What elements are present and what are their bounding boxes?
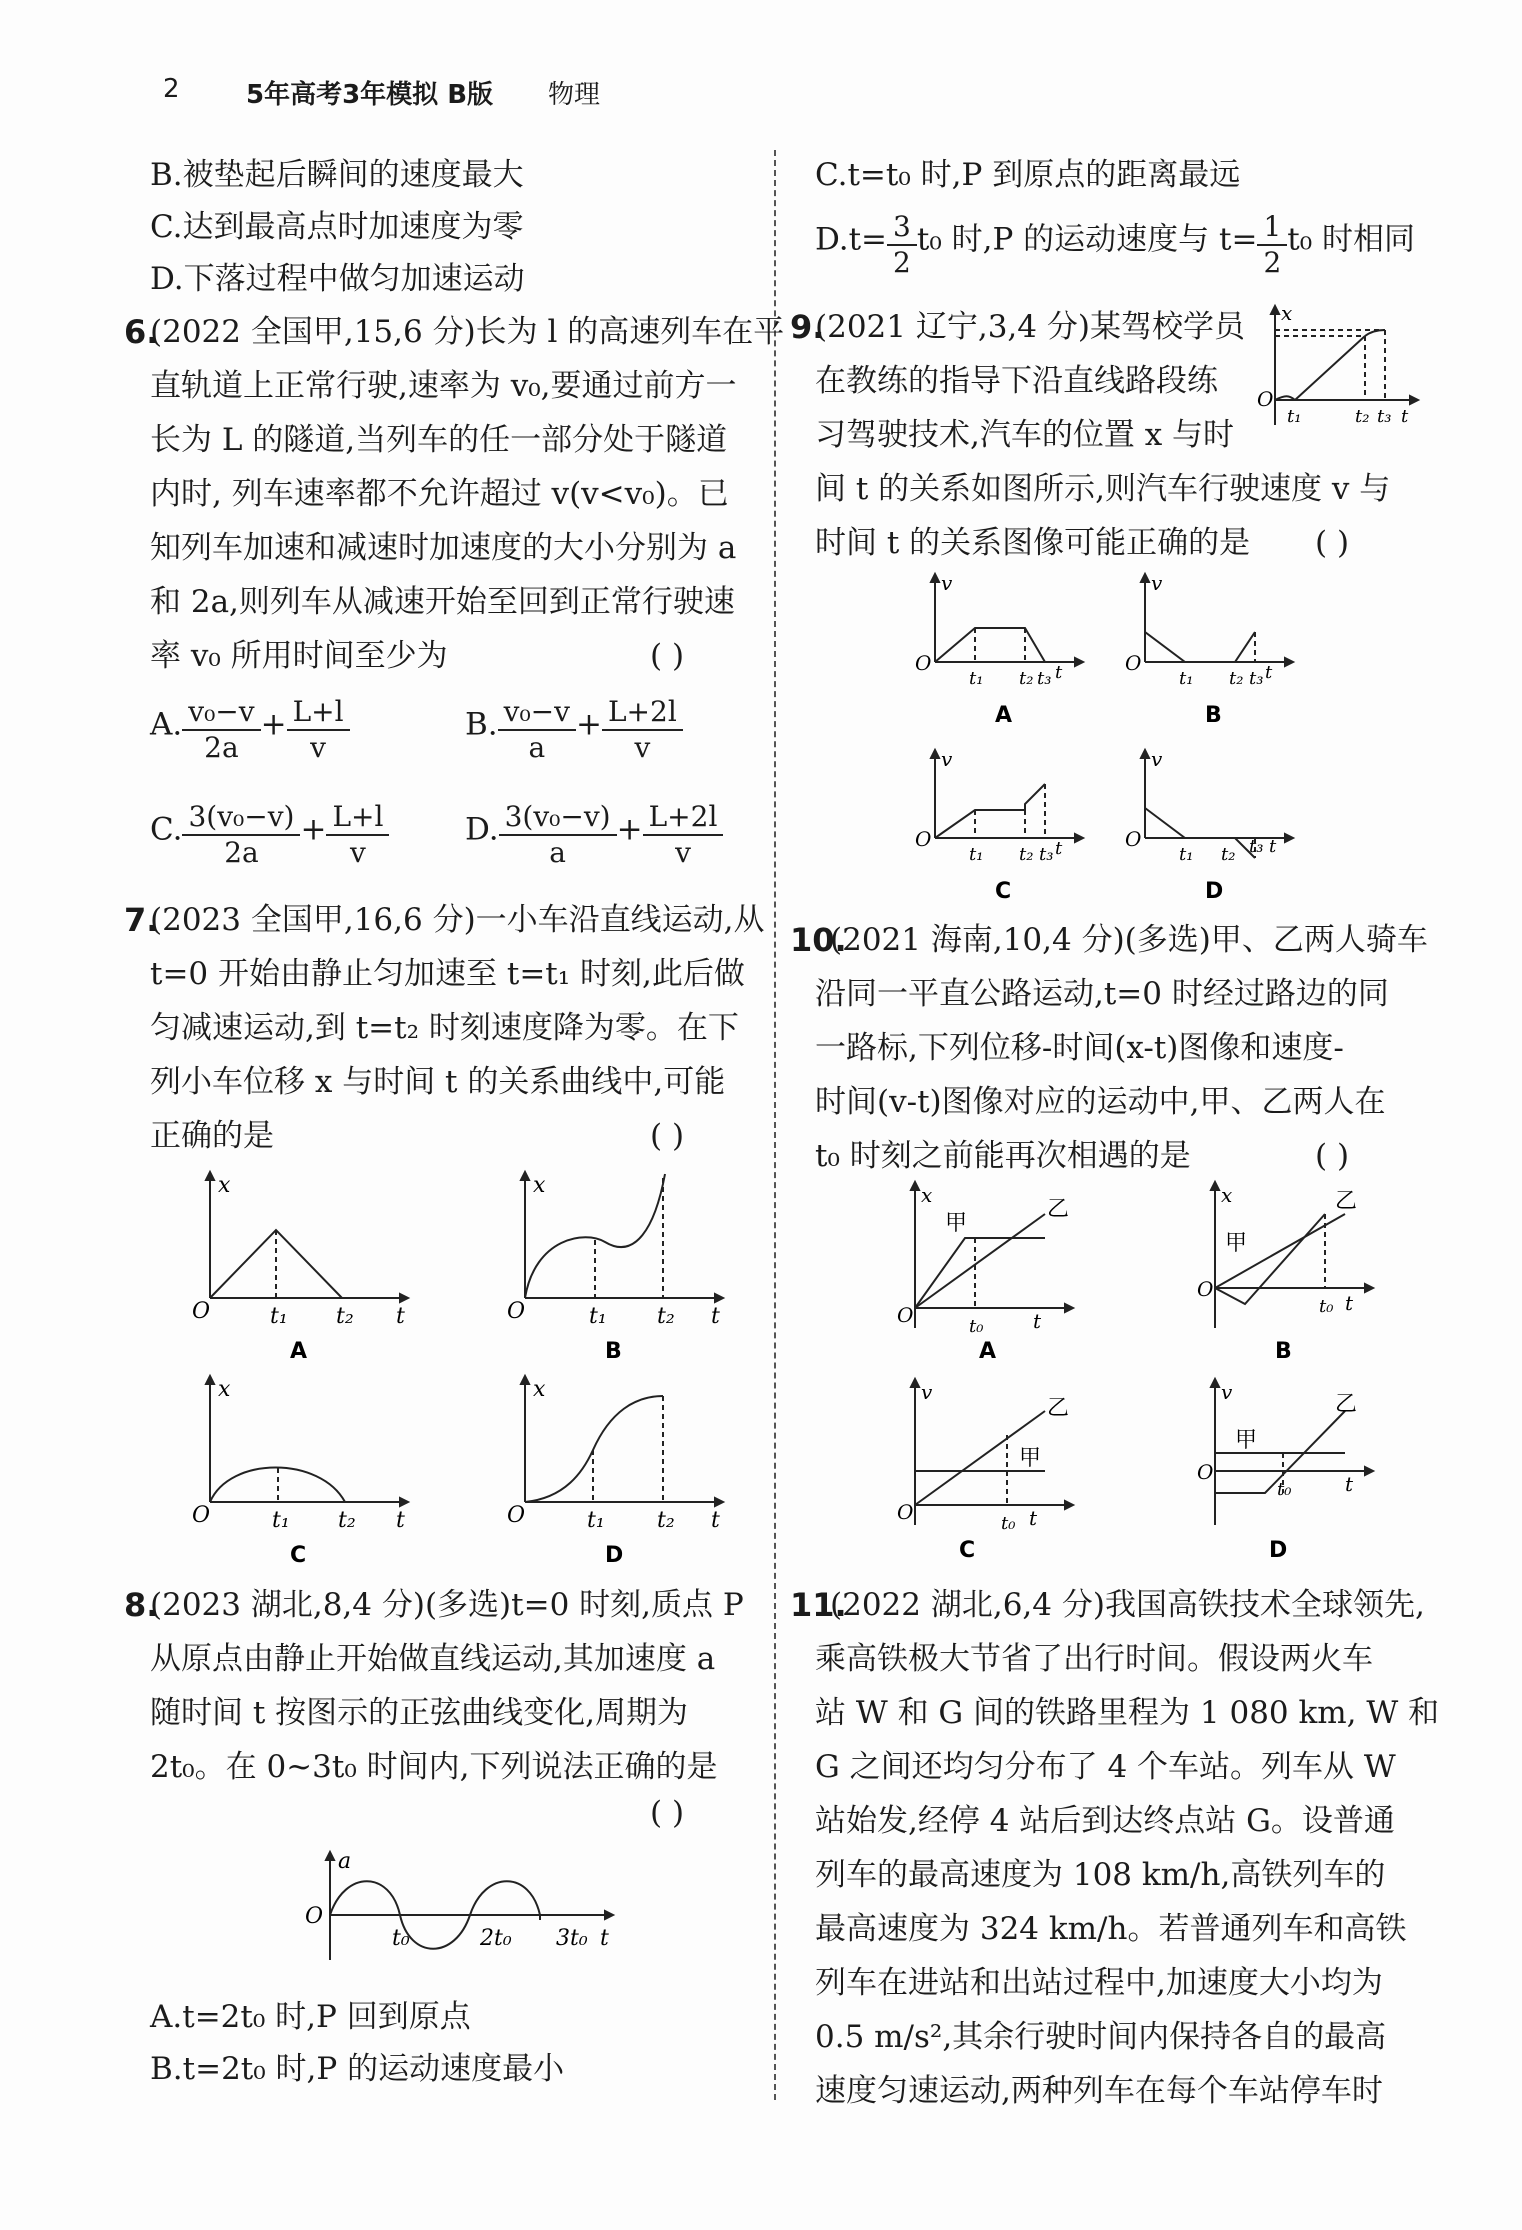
q11-line: 最高速度为 324 km/h。若普通列车和高铁 <box>815 1911 1407 1947</box>
origin-label: O <box>305 1904 324 1929</box>
t-axis-label: t <box>1055 662 1063 683</box>
3t0-label: 3t₀ <box>556 1926 588 1951</box>
q9-graph-d <box>1125 748 1305 908</box>
option-label: A. <box>150 706 183 743</box>
q11-line: 0.5 m/s²,其余行驶时间内保持各自的最高 <box>815 2019 1387 2055</box>
q7-graph-d <box>505 1372 735 1572</box>
q5-option-d: D.下落过程中做匀加速运动 <box>150 261 525 297</box>
q10-stem-cont <box>815 967 1389 1183</box>
q10-line: t₀ 时刻之前能再次相遇的是 <box>815 1138 1191 1174</box>
y-axis-label: x <box>533 1173 546 1198</box>
q6-option-c: C. $\frac{\text{3(v₀−v)}}{2a}$ + $\frac{L+l}{v}$ <box>150 800 389 870</box>
q7-graph-c <box>190 1372 420 1572</box>
t2-label: t₂ <box>336 1304 354 1329</box>
series-yi-label: 乙 <box>1047 1197 1070 1222</box>
y-axis-label: a <box>338 1849 352 1874</box>
q11-line: G 之间还均匀分布了 4 个车站。列车从 W <box>815 1749 1396 1785</box>
q6-number: 6. <box>124 313 159 351</box>
q11-line: 乘高铁极大节省了出行时间。假设两火车 <box>815 1641 1373 1677</box>
t0-label: t₀ <box>1319 1296 1334 1317</box>
t0-label: t₀ <box>392 1926 410 1951</box>
q10-stem <box>830 913 1428 967</box>
origin-label: O <box>1257 387 1274 411</box>
t3-label: t₃ <box>1039 844 1054 865</box>
q6-option-b: B. $\frac{\text{v₀−v}}{a}$ + $\frac{L+2l}{v}$ <box>465 695 683 765</box>
t-axis-label: t <box>1029 1506 1038 1530</box>
q7-graph-b <box>505 1168 735 1368</box>
q8-option-c: C.t=t₀ 时,P 到原点的距离最远 <box>815 157 1241 193</box>
origin-label: O <box>915 827 932 851</box>
graph-label: C <box>959 1538 976 1563</box>
q8-option-d: D.t= $\frac{3}{2}$ t₀ 时,P 的运动速度与 t= $\frac{1}{2}$ t₀ 时相同 <box>815 210 1416 279</box>
q5-option-c: C.达到最高点时加速度为零 <box>150 209 524 245</box>
q10-line: (2021 海南,10,4 分)(多选)甲、乙两人骑车 <box>830 922 1428 958</box>
book-title: 5年高考3年模拟 B版 <box>246 80 494 110</box>
q9-answer-blank[interactable]: ( ) <box>1315 525 1350 561</box>
fraction: $\frac{L+2l}{v}$ <box>643 800 724 870</box>
t1-label: t₁ <box>270 1304 288 1329</box>
q8-option-b: B.t=2t₀ 时,P 的运动速度最小 <box>150 2051 565 2087</box>
x-axis-label: t <box>711 1508 720 1533</box>
t1-label: t₁ <box>589 1304 607 1329</box>
q11-line: 列车在进站和出站过程中,加速度大小均为 <box>815 1965 1383 2001</box>
y-axis-label: x <box>218 1377 231 1402</box>
q7-line: 匀减速运动,到 t=t₂ 时刻速度降为零。在下 <box>150 1010 739 1046</box>
t1-label: t₁ <box>969 844 984 865</box>
q10-line: 沿同一平直公路运动,t=0 时经过路边的同 <box>815 976 1389 1012</box>
fraction: $\frac{L+2l}{v}$ <box>602 695 683 765</box>
q6-option-a: A. $\frac{\text{v₀−v}}{2a}$ + $\frac{L+l}{v}$ <box>150 695 350 765</box>
q6-line: 长为 L 的隧道,当列车的任一部分处于隧道 <box>150 422 728 458</box>
q6-line: (2022 全国甲,15,6 分)长为 l 的高速列车在平 <box>150 314 785 350</box>
t0-label: t₀ <box>1277 1479 1292 1500</box>
graph-label: C <box>995 879 1012 904</box>
origin-label: O <box>897 1500 914 1524</box>
graph-label: A <box>995 703 1013 728</box>
t0-label: t₀ <box>1001 1513 1016 1534</box>
q10-number: 10. <box>790 921 847 959</box>
fraction: $\frac{3}{2}$ <box>887 210 917 280</box>
fraction: $\frac{L+l}{v}$ <box>287 695 350 765</box>
graph-label: B <box>1275 1339 1292 1364</box>
t-axis-label: t <box>1269 836 1277 857</box>
t1-label: t₁ <box>969 668 984 689</box>
subject-label: 物理 <box>548 80 601 110</box>
q8-stem <box>150 1578 744 1794</box>
series-jia-label: 甲 <box>1019 1446 1042 1471</box>
v-axis-label: v <box>941 747 953 771</box>
q6-line: 率 v₀ 所用时间至少为 <box>150 638 448 674</box>
q9-graph-b <box>1125 572 1305 732</box>
q11-line: (2022 湖北,6,4 分)我国高铁技术全球领先, <box>830 1587 1425 1623</box>
q7-line: (2023 全国甲,16,6 分)一小车沿直线运动,从 <box>150 902 765 938</box>
page-number: 2 <box>163 74 180 104</box>
series-yi-label: 乙 <box>1335 1392 1358 1417</box>
t3-label: t₃ <box>1377 406 1392 427</box>
t2-label: t₂ <box>1355 406 1370 427</box>
q7-line: t=0 开始由静止匀加速至 t=t₁ 时刻,此后做 <box>150 956 745 992</box>
graph-label: D <box>1269 1538 1288 1563</box>
2t0-label: 2t₀ <box>480 1926 512 1951</box>
fraction: $\frac{\text{v₀−v}}{a}$ <box>498 695 576 765</box>
q8-answer-blank[interactable]: ( ) <box>650 1795 685 1831</box>
q7-graph-a <box>190 1168 420 1368</box>
t1-label: t₁ <box>272 1508 290 1533</box>
t2-label: t₂ <box>1221 844 1236 865</box>
q7-line: 列小车位移 x 与时间 t 的关系曲线中,可能 <box>150 1064 726 1100</box>
x-axis-label: t <box>396 1508 405 1533</box>
origin-label: O <box>1197 1460 1214 1484</box>
q9-graph-c <box>915 748 1095 908</box>
x-axis-label: x <box>1281 301 1293 325</box>
t-axis-label: t <box>1033 1309 1042 1333</box>
t3-label: t₃ <box>1037 668 1052 689</box>
q11-stem <box>830 1578 1425 1632</box>
t3-label: t₃ <box>1249 836 1264 857</box>
q9-line: 习驾驶技术,汽车的位置 x 与时 <box>815 417 1235 453</box>
graph-label: B <box>1205 703 1222 728</box>
t2-label: t₂ <box>338 1508 356 1533</box>
q10-graph-b <box>1195 1178 1395 1363</box>
v-axis-label: v <box>1151 571 1163 595</box>
x-axis-label: t <box>396 1304 405 1329</box>
q6-answer-blank[interactable]: ( ) <box>650 638 685 674</box>
t-axis-label: t <box>1345 1291 1354 1315</box>
x-axis-label: x <box>1221 1183 1233 1207</box>
origin-label: O <box>915 651 932 675</box>
series-jia-label: 甲 <box>945 1211 968 1236</box>
fraction: $\frac{\text{3(v₀−v)}}{a}$ <box>499 800 617 870</box>
v-axis-label: v <box>1151 747 1163 771</box>
fraction: $\frac{\text{3(v₀−v)}}{2a}$ <box>182 800 300 870</box>
q6-stem <box>150 305 784 683</box>
option-label: D. <box>465 811 499 848</box>
q11-line: 站 W 和 G 间的铁路里程为 1 080 km, W 和 <box>815 1695 1440 1731</box>
q6-line: 知列车加速和减速时加速度的大小分别为 a <box>150 530 737 566</box>
x-axis-label: t <box>600 1926 609 1951</box>
t1-label: t₁ <box>587 1508 605 1533</box>
graph-label: A <box>290 1339 308 1364</box>
v-axis-label: v <box>921 1380 933 1404</box>
q8-sine-graph <box>300 1850 630 1970</box>
q10-graph-c <box>895 1375 1095 1563</box>
series-yi-label: 乙 <box>1047 1396 1070 1421</box>
q9-line: (2021 辽宁,3,4 分)某驾校学员 <box>815 309 1245 345</box>
origin-label: O <box>1125 651 1142 675</box>
t1-label: t₁ <box>1179 668 1194 689</box>
graph-label: D <box>1205 879 1224 904</box>
q9-line: 在教练的指导下沿直线路段练 <box>815 363 1218 399</box>
q7-answer-blank[interactable]: ( ) <box>650 1118 685 1154</box>
q7-number: 7. <box>124 901 159 939</box>
q6-line: 直轨道上正常行驶,速率为 v₀,要通过前方一 <box>150 368 737 404</box>
q10-graph-a <box>895 1178 1095 1363</box>
t1-label: t₁ <box>1287 406 1302 427</box>
t-axis-label: t <box>1055 838 1063 859</box>
origin-label: O <box>1125 827 1142 851</box>
t3-label: t₃ <box>1249 668 1264 689</box>
v-axis-label: v <box>1221 1380 1233 1404</box>
origin-label: O <box>192 1503 211 1528</box>
q9-number: 9. <box>790 308 825 346</box>
graph-label: C <box>290 1543 307 1568</box>
q6-line: 和 2a,则列车从减速开始至回到正常行驶速 <box>150 584 735 620</box>
graph-label: A <box>979 1339 997 1364</box>
t2-label: t₂ <box>1229 668 1244 689</box>
y-axis-label: x <box>533 1377 546 1402</box>
t2-label: t₂ <box>657 1304 675 1329</box>
q10-line: 一路标,下列位移-时间(x-t)图像和速度- <box>815 1030 1344 1066</box>
q10-line: 时间(v-t)图像对应的运动中,甲、乙两人在 <box>815 1084 1386 1120</box>
origin-label: O <box>1197 1277 1214 1301</box>
series-jia-label: 甲 <box>1235 1428 1258 1453</box>
option-label: B. <box>465 706 498 743</box>
q8-line: 从原点由静止开始做直线运动,其加速度 a <box>150 1641 716 1677</box>
fraction: $\frac{L+l}{v}$ <box>326 800 389 870</box>
t-axis-label: t <box>1401 406 1409 427</box>
q11-line: 列车的最高速度为 108 km/h,高铁列车的 <box>815 1857 1386 1893</box>
t-axis-label: t <box>1345 1472 1354 1496</box>
option-label: C. <box>150 811 183 848</box>
q11-line: 站始发,经停 4 站后到达终点站 G。设普通 <box>815 1803 1395 1839</box>
q10-answer-blank[interactable]: ( ) <box>1315 1138 1350 1174</box>
origin-label: O <box>897 1303 914 1327</box>
x-axis-label: t <box>711 1304 720 1329</box>
q6-line: 内时, 列车速率都不允许超过 v(v<v₀)。已 <box>150 476 729 512</box>
v-axis-label: v <box>941 571 953 595</box>
q8-line: 随时间 t 按图示的正弦曲线变化,周期为 <box>150 1695 689 1731</box>
t-axis-label: t <box>1265 662 1273 683</box>
q8-line: (2023 湖北,8,4 分)(多选)t=0 时刻,质点 P <box>150 1587 744 1623</box>
origin-label: O <box>192 1299 211 1324</box>
q9-position-graph <box>1255 300 1425 430</box>
series-jia-label: 甲 <box>1225 1231 1248 1256</box>
q11-number: 11. <box>790 1586 847 1624</box>
q9-line: 间 t 的关系如图所示,则汽车行驶速度 v 与 <box>815 471 1391 507</box>
q10-graph-d <box>1195 1375 1395 1563</box>
t2-label: t₂ <box>1019 844 1034 865</box>
graph-label: B <box>605 1339 622 1364</box>
q5-option-b: B.被垫起后瞬间的速度最大 <box>150 157 524 193</box>
x-axis-label: x <box>921 1183 933 1207</box>
fraction: $\frac{1}{2}$ <box>1257 210 1287 280</box>
q8-number: 8. <box>124 1586 159 1624</box>
t0-label: t₀ <box>969 1316 984 1337</box>
q7-line: 正确的是 <box>150 1118 274 1154</box>
q9-graph-a <box>915 572 1095 732</box>
q6-option-d: D. $\frac{\text{3(v₀−v)}}{a}$ + $\frac{L+2l}{v}$ <box>465 800 723 870</box>
q9-line: 时间 t 的关系图像可能正确的是 <box>815 525 1251 561</box>
origin-label: O <box>507 1299 526 1324</box>
q8-option-a: A.t=2t₀ 时,P 回到原点 <box>150 1999 471 2035</box>
t2-label: t₂ <box>1019 668 1034 689</box>
q11-line: 速度匀速运动,两种列车在每个车站停车时 <box>815 2073 1383 2109</box>
t2-label: t₂ <box>657 1508 675 1533</box>
fraction: $\frac{\text{v₀−v}}{2a}$ <box>182 695 260 765</box>
origin-label: O <box>507 1503 526 1528</box>
graph-label: D <box>605 1543 624 1568</box>
t1-label: t₁ <box>1179 844 1194 865</box>
q11-stem-cont <box>815 1632 1439 2118</box>
series-yi-label: 乙 <box>1335 1189 1358 1214</box>
q8-line: 2t₀。在 0~3t₀ 时间内,下列说法正确的是 <box>150 1749 718 1785</box>
y-axis-label: x <box>218 1173 231 1198</box>
